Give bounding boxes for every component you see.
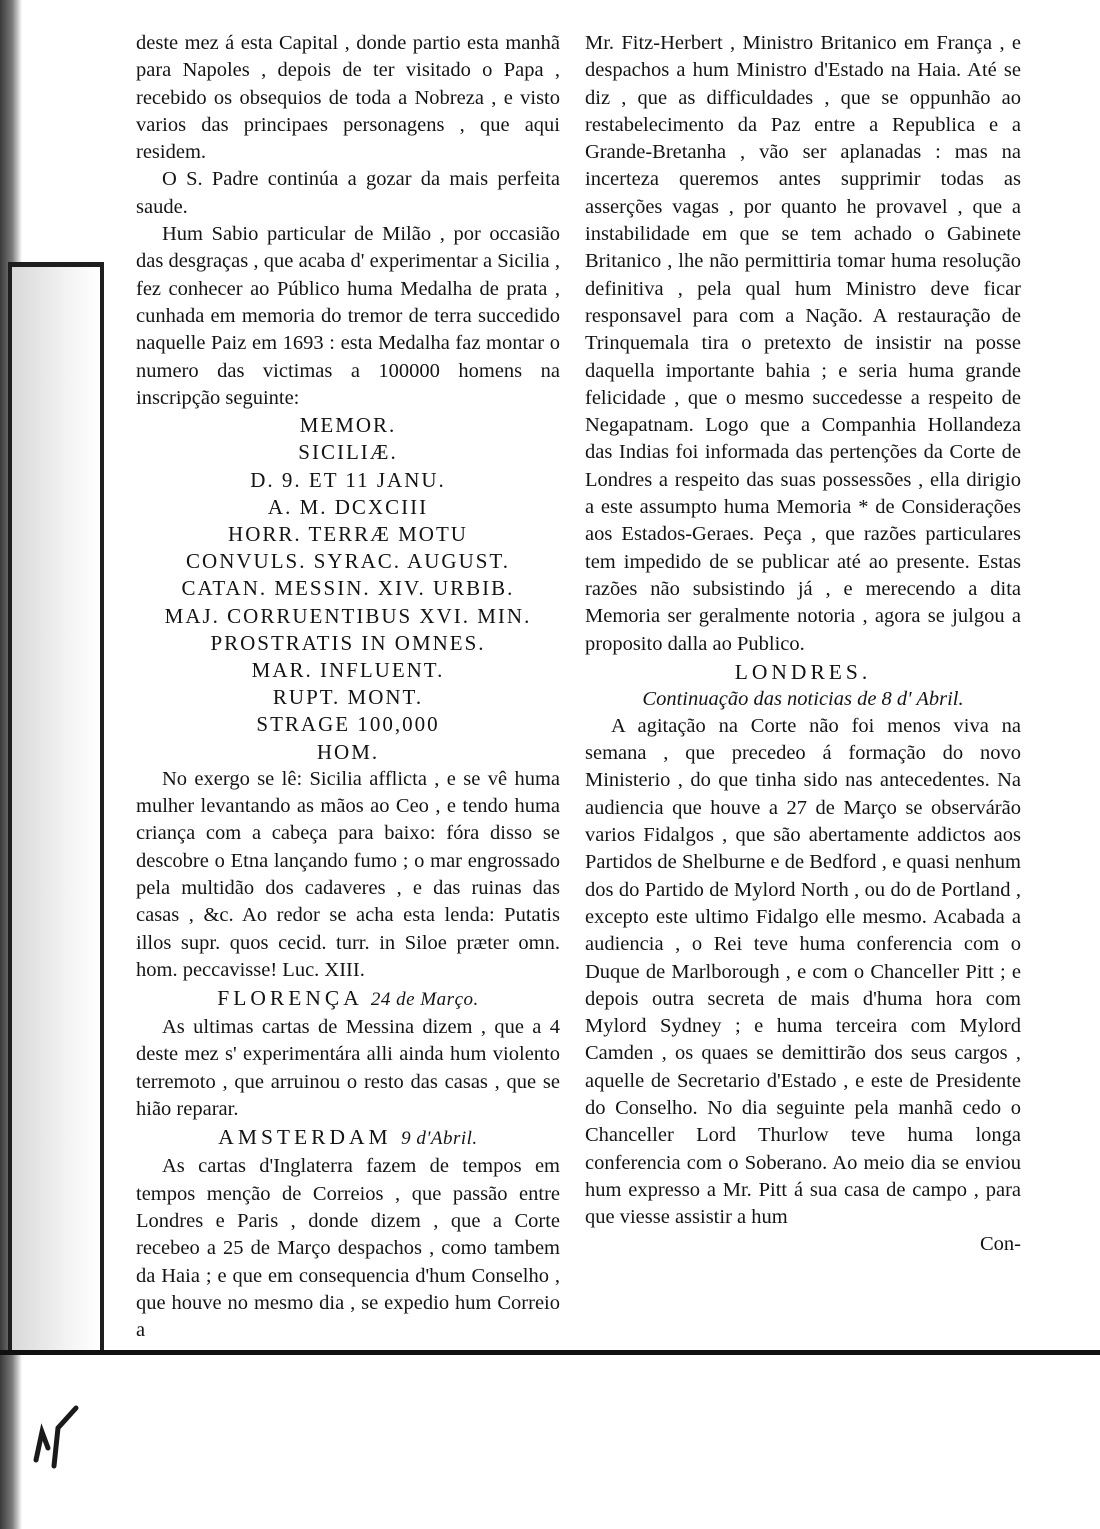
folded-paper-strip [8,262,104,1352]
exergue-paragraph: No exergo se lê: Sicilia afflicta , e se vê huma mulher levantando as mãos ao Ceo , e tendo huma criança com a cabeça para baixo: fóra disso se descobre o Etna lançando fumo ; o mar engrossado pela multidão dos cadaveres , e das ruinas das casas , &c. Ao redor se acha esta lenda: Putatis illos supr. quos cecid. turr. in Siloe præter omn. hom. peccavisse! Luc. XIII. [136,767,560,981]
left-column [136,30,560,1344]
catchword: Con- [980,1233,1021,1256]
medal-paragraph: Hum Sabio particular de Milão , por occasião das desgraças , que acaba d' experimentar a Sicilia , fez conhecer ao Público huma Medalha de prata , cunhada em memoria do tremor de terra succedido naquelle Paiz em 1693 : esta Medalha faz montar o numero das victimas a 100000 homens na inscripção seguinte: [136,223,560,409]
inscription-line: A. M. DCXCIII [267,494,429,519]
dateline-date: 9 d'Abril. [401,1128,478,1150]
dateline-city: FLORENÇA [217,986,362,1011]
inscription-line: HOM. [316,739,380,764]
amsterdam-paragraph-continued: Mr. Fitz-Herbert , Ministro Britanico em França , e despachos a hum Ministro d'Estado na Haia. Até se diz , que as difficuldades , que se oppunhão ao restabelecimento da Paz entre a Republica e a Grande-Bretanha , vão ser aplanadas : mas na incerteza queremos antes supprimir todas as asserções vagas , por quanto he provavel , que a instabilidade em que se tem achado o Gabinete Britanico , lhe não permittiria tomar huma resolução definitiva , pela qual hum Ministro deve ficar responsavel para com a Nação. A restauração de Trinquemala tira o pretexto de insistir na posse daquella importante bahia ; e seria huma grande felicidade , que o mesmo succedesse a respeito de Negapatnam. Logo que a Companhia Hollandeza das Indias foi informada das pertenções da Corte de Londres a respeito das suas possessões , ella dirigio a este assumpto huma Memoria * de Considerações aos Estados-Geraes. Peça , que razões particulares tem impedido de se publicar até ao presente. Estas razões não subsistindo já , e merecendo a dita Memoria ser geralmente notoria , agora se julgou a proposito dalla ao Publico. [585,32,1021,655]
inscription-line: RUPT. MONT. [272,685,424,710]
messina-paragraph: As ultimas cartas de Messina dizem , que a 4 deste mez s' experimentára alli ainda hum violento terremoto , que arruinou o resto das casas , que se hião reparar. [136,1016,560,1121]
amsterdam-paragraph: As cartas d'Inglaterra fazem de tempos em tempos menção de Correios , que passão entre Londres e Paris , donde dizem , que a Corte recebeo a 25 de Março despachos , como tambem da Haia ; e que em consequencia d'hum Conselho , que houve no mesmo dia , se expedio hum Correio a [136,1155,560,1342]
inscription-line: HORR. TERRÆ MOTU [228,521,468,546]
medal-inscription [136,412,560,766]
inscription-line: MAJ. CORRUENTIBUS XVI. MIN. [164,603,532,628]
londres-subheading: Continuação das noticias de 8 d' Abril. [642,687,964,710]
inscription-line: PROSTRATIS IN OMNES. [210,630,486,655]
london-court-paragraph: A agitação na Corte não foi menos viva na semana , que precedeo á formação do novo Ministerio , do que tinha sido nas antecedentes. Na audiencia que houve a 27 de Março se observárão varios Fidalgos , que são abertamente addictos aos Partidos de Shelburne e de Bedford , e quasi nenhum dos do Partido de Mylord North , ou do de Portland , excepto este ultimo Fidalgo elle mesmo. Acabada a audiencia , o Rei teve huma conferencia com o Duque de Marlborough , e com o Chanceller Pitt ; e depois outra secreta de mais d'huma hora com Mylord Sydney ; e huma terceira com Mylord Camden , os quaes se demittirão dos seus cargos , aquelle de Secretario d'Estado , e este de Presidente do Conselho. No dia seguinte pela manhã cedo o Chanceller Lord Thurlow teve huma longa conferencia com o Soberano. Ao meio dia se enviou hum expresso a Mr. Pitt á sua casa de campo , para que viesse assistir a hum [585,714,1021,1229]
inscription-line: CATAN. MESSIN. XIV. URBIB. [181,576,515,601]
pope-health-paragraph: O S. Padre continúa a gozar da mais perfeita saude. [136,168,560,218]
pen-mark-icon [28,1390,88,1470]
florenca-dateline [136,984,560,1014]
inscription-line: MEMOR. [299,413,397,438]
amsterdam-dateline [136,1123,560,1153]
dateline-date: 24 de Março. [370,989,479,1011]
rome-paragraph-end: deste mez á esta Capital , donde partio esta manhã para Napoles , depois de ter visitado o Papa , recebido os obsequios de toda a Nobreza , e visto varios das principaes personagens , que aqui residem. [136,32,560,164]
inscription-line: STRAGE 100,000 [256,712,440,737]
inscription-line: D. 9. ET 11 JANU. [250,467,446,492]
scan-fold-line [0,1350,1100,1355]
londres-dateline: LONDRES. [734,659,872,684]
inscription-line: SICILIÆ. [298,440,398,465]
inscription-line: MAR. INFLUENT. [251,657,445,682]
dateline-city: AMSTERDAM [218,1125,392,1150]
inscription-line: CONVULS. SYRAC. AUGUST. [186,549,510,574]
right-column [585,30,1021,1258]
